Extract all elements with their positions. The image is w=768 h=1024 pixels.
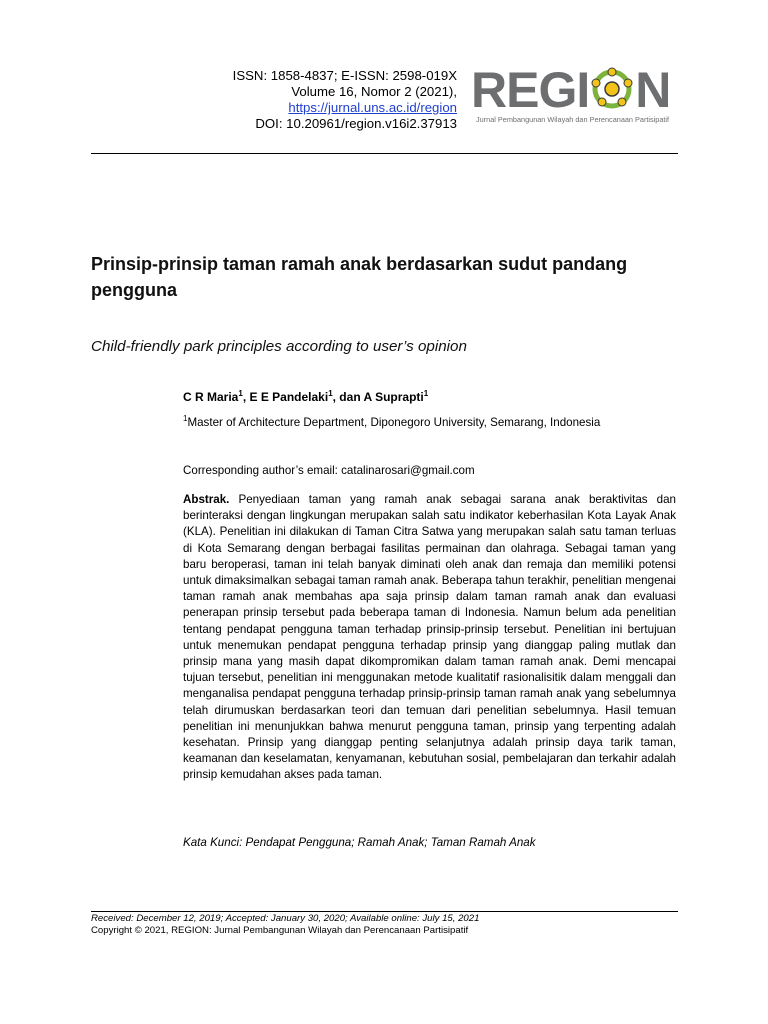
affiliation-text: Master of Architecture Department, Diponegoro University, Semarang, Indonesia bbox=[187, 416, 601, 429]
keywords: Kata Kunci: Pendapat Pengguna; Ramah Anak; Taman Ramah Anak bbox=[183, 836, 536, 849]
author-affiliation-mark: 1 bbox=[238, 389, 243, 398]
logo-word-right: N bbox=[635, 62, 671, 118]
logo-word-left: REGI bbox=[471, 62, 590, 118]
received-dates: Received: December 12, 2019; Accepted: January 30, 2020; Available online: July 15, 2021 bbox=[91, 913, 480, 924]
author-name: C R Maria bbox=[183, 390, 239, 404]
author-name: E E Pandelaki bbox=[249, 390, 329, 404]
author-list bbox=[183, 388, 678, 406]
author-affiliation-mark: 1 bbox=[423, 389, 429, 398]
gear-dot bbox=[598, 98, 606, 106]
header-rule bbox=[91, 153, 678, 154]
gear-dot bbox=[624, 79, 632, 87]
gear-logo-icon bbox=[590, 67, 634, 111]
gear-dot bbox=[608, 68, 616, 76]
region-logo bbox=[471, 64, 681, 124]
footer-rule bbox=[91, 911, 678, 912]
author-separator: , dan bbox=[332, 390, 364, 404]
author-affiliation-mark: 1 bbox=[328, 389, 333, 398]
issn-line: ISSN: 1858-4837; E-ISSN: 2598-019X bbox=[232, 68, 457, 83]
gear-dot bbox=[618, 98, 626, 106]
volume-line: Volume 16, Nomor 2 (2021), bbox=[291, 84, 457, 99]
journal-url-link[interactable]: https://jurnal.uns.ac.id/region bbox=[288, 100, 457, 115]
corresponding-email: Corresponding author’s email: catalinarosari@gmail.com bbox=[183, 464, 475, 477]
abstract-label: Abstrak. bbox=[183, 493, 230, 506]
article-title: Prinsip-prinsip taman ramah anak berdasarkan sudut pandang pengguna bbox=[91, 254, 628, 300]
author-name: A Suprapti bbox=[363, 390, 424, 404]
abstract bbox=[183, 492, 676, 784]
article-subtitle: Child-friendly park principles according to user’s opinion bbox=[91, 338, 467, 355]
affiliation-mark: 1 bbox=[183, 414, 188, 423]
doi-line: DOI: 10.20961/region.v16i2.37913 bbox=[255, 116, 457, 131]
gear-dot bbox=[592, 79, 600, 87]
author-separator: , bbox=[242, 390, 250, 404]
journal-info bbox=[127, 68, 457, 132]
abstract-text: Penyediaan taman yang ramah anak sebagai sarana anak beraktivitas dan berinteraksi dengan lingkungan merupakan salah satu indikator keberhasilan Kota Layak Anak (KLA). Penelitian ini dilakukan di Taman Citra Satwa yang merupakan salah satu taman terluas di Kota Semarang dengan berbagai fasilitas permainan dan olahraga. Sebagai taman yang baru beroperasi, taman ini telah banyak diminati oleh anak dan remaja dan memiliki potensi untuk dimaksimalkan sebagai taman ramah anak. Beberapa tahun terakhir, penelitian mengenai taman ramah anak membahas apa saja prinsip dalam taman ramah anak dan evaluasi penerapan prinsip tersebut pada beberapa taman di Indonesia. Namun belum ada penelitian tentang pendapat pengguna taman terhadap prinsip-prinsip tersebut. Penelitian ini bertujuan untuk menemukan pendapat pengguna terhadap prinsip yang dianggap paling mutlak dan prinsip mana yang masih dapat dikompromikan dalam taman ramah anak. Demi mencapai tujuan tersebut, penelitian ini menggunakan metode kualitatif rasionalisitik dalam menggali dan menganalisa pendapat pengguna terhadap prinsip-prinsip taman ramah anak yang sebelumnya telah dirumuskan berdasarkan teori dan temuan dari penelitian sebelumnya. Hasil temuan penelitian ini menunjukkan bahwa menurut pengguna taman, prinsip yang terpenting adalah kesehatan. Prinsip yang dianggap penting selanjutnya adalah prinsip daya tarik taman, keamanan dan keselamatan, kenyamanan, kebutuhan sosial, pembelajaran dan terkahir adalah prinsip kemudahan akses pada taman. bbox=[183, 493, 676, 782]
affiliation bbox=[183, 414, 678, 432]
gear-center bbox=[605, 82, 619, 96]
logo-subtitle: Jurnal Pembangunan Wilayah dan Perencanaan Partisipatif bbox=[476, 115, 670, 124]
logo-wordmark bbox=[471, 64, 670, 116]
copyright-notice: Copyright © 2021, REGION: Jurnal Pembangunan Wilayah dan Perencanaan Partisipatif bbox=[91, 925, 469, 936]
